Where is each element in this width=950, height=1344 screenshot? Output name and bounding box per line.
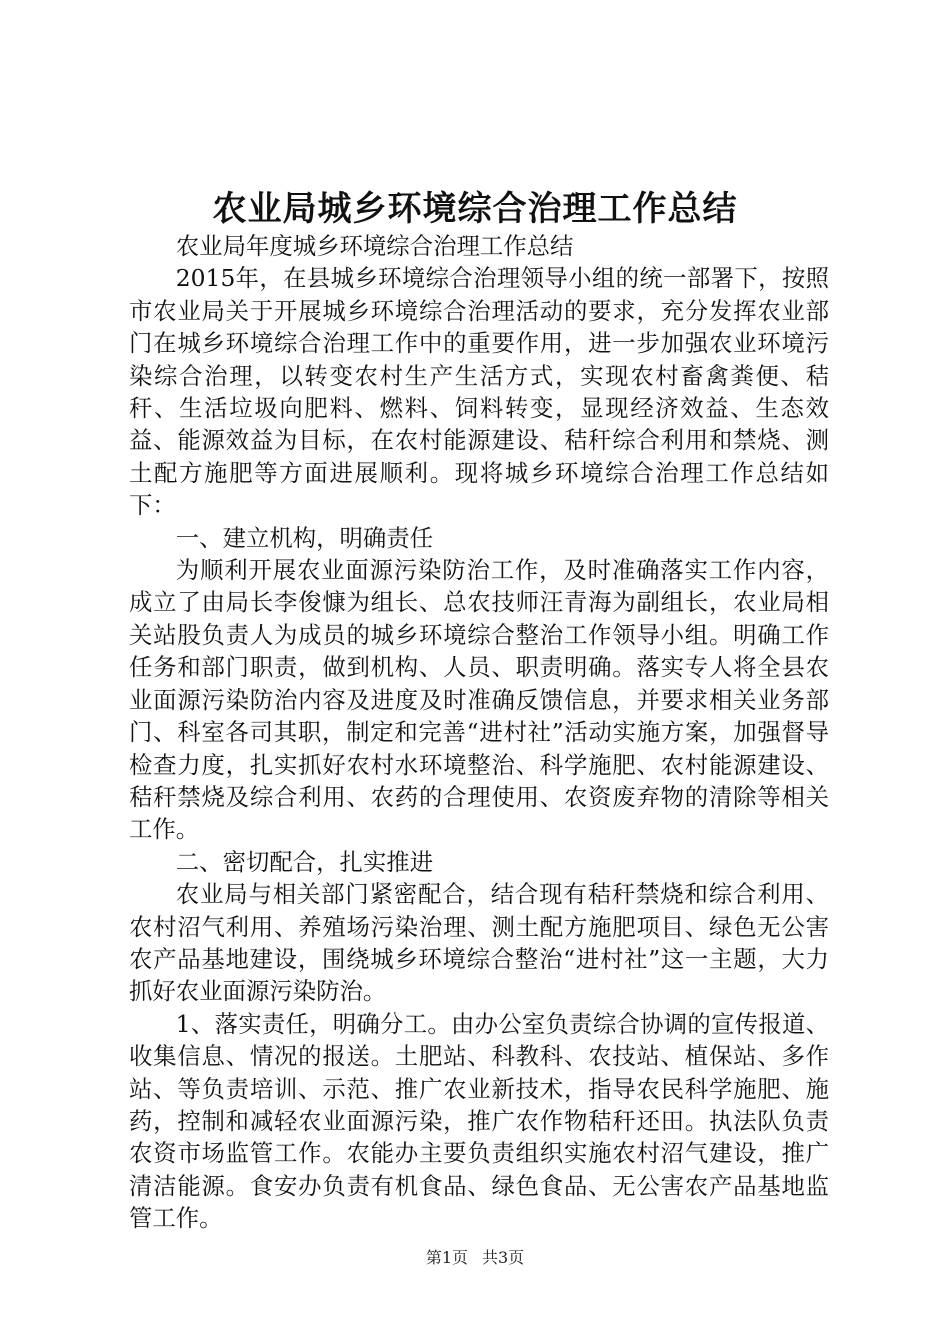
subtitle-paragraph: 农业局年度城乡环境综合治理工作总结 bbox=[175, 232, 574, 260]
section-heading-2: 二、密切配合，扎实推进 bbox=[175, 847, 434, 876]
document-title: 农业局城乡环境综合治理工作总结 bbox=[212, 189, 738, 229]
section-1-paragraph: 为顺利开展农业面源污染防治工作，及时准确落实工作内容，成立了由局长李俊慷为组长、总农技师汪青海为副组长，农业局相关站股负责人为成员的城乡环境综合整治工作领导小组。明确工作任务和部门职责，做到机构、人员、职责明确。落实专人将全县农业面源污染防治内容及进度及时准确反馈信息，并要求相关业务部门、科室各司其职，制定和完善“进村社”活动实施方案，加强督导检查力度，扎实抓好农村水环境整治、科学施肥、农村能源建设、秸秆禁烧及综合利用、农药的合理使用、农资废弃物的清除等相关工作。 bbox=[129, 556, 829, 844]
section-heading-1: 一、建立机构，明确责任 bbox=[175, 523, 434, 552]
page-total: 共3页 bbox=[482, 1248, 525, 1267]
intro-paragraph: 2015年，在县城乡环境综合治理领导小组的统一部署下，按照市农业局关于开展城乡环境综合治理活动的要求，充分发挥农业部门在城乡环境综合治理工作中的重要作用，进一步加强农业环境污染综合治理，以转变农村生产生活方式，实现农村畜禽粪便、秸秆、生活垃圾向肥料、燃料、饲料转变，显现经济效益、生态效益、能源效益为目标，在农村能源建设、秸秆综合利用和禁烧、测土配方施肥等方面进展顺利。现将城乡环境综合治理工作总结如下： bbox=[129, 264, 829, 520]
page-number: 第1页 bbox=[425, 1248, 468, 1267]
section-2-paragraph: 农业局与相关部门紧密配合，结合现有秸秆禁烧和综合利用、农村沼气利用、养殖场污染治理、测土配方施肥项目、绿色无公害农产品基地建设，围绕城乡环境综合整治“进村社”这一主题，大力抓好农业面源污染防治。 bbox=[129, 880, 829, 1006]
section-2-item-1-paragraph: 1、落实责任，明确分工。由办公室负责综合协调的宣传报道、收集信息、情况的报送。土肥站、科教科、农技站、植保站、多作站、等负责培训、示范、推广农业新技术，指导农民科学施肥、施药，控制和减轻农业面源污染，推广农作物秸秆还田。执法队负责农资市场监管工作。农能办主要负责组织实施农村沼气建设，推广清洁能源。食安办负责有机食品、绿色食品、无公害农产品基地监管工作。 bbox=[129, 1009, 829, 1233]
document-body bbox=[129, 230, 829, 1235]
page-footer bbox=[0, 1247, 950, 1269]
